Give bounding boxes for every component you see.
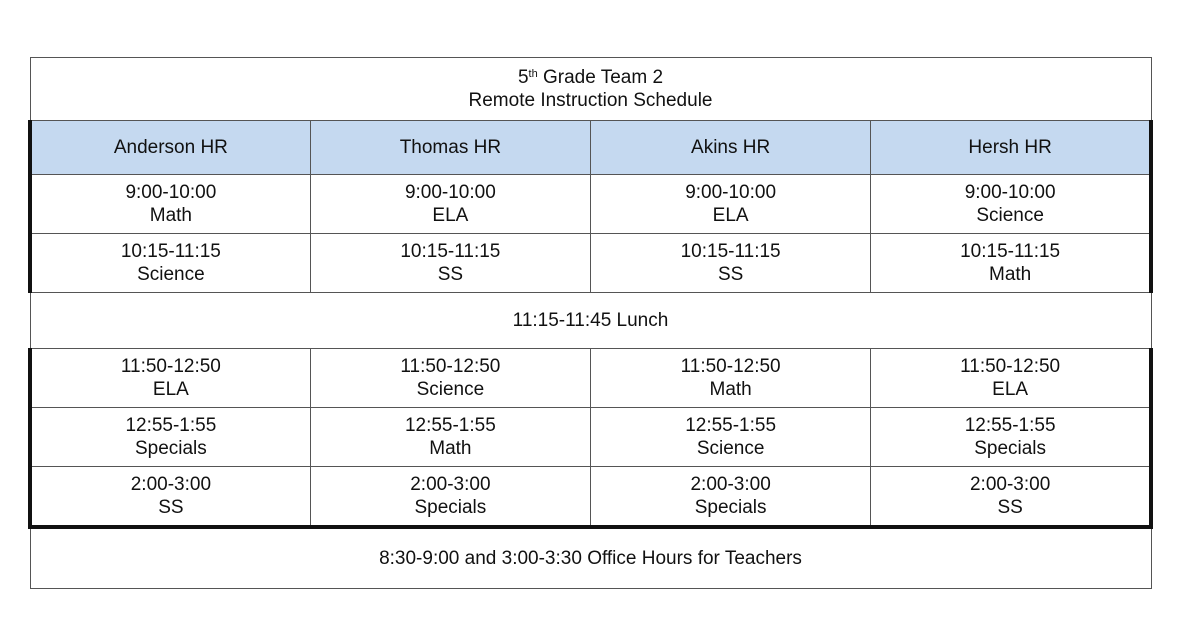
slot-subject: SS: [997, 497, 1023, 518]
column-header-hersh: Hersh HR: [871, 121, 1151, 175]
schedule-subtitle: Remote Instruction Schedule: [468, 90, 713, 111]
schedule-cell: [591, 408, 871, 467]
schedule-cell: [310, 467, 590, 528]
schedule-cell: [310, 408, 590, 467]
table-row: [30, 467, 1151, 528]
slot-time: 9:00-10:00: [125, 182, 217, 203]
slot-subject: Specials: [974, 438, 1047, 459]
slot-time: 11:50-12:50: [680, 356, 781, 377]
schedule-cell: [591, 467, 871, 528]
schedule-table: [28, 57, 1153, 589]
slot-time: 10:15-11:15: [680, 241, 781, 262]
slot-subject: Math: [989, 264, 1032, 285]
schedule-document: [28, 57, 1153, 597]
slot-time: 12:55-1:55: [685, 415, 777, 436]
schedule-cell: [30, 408, 310, 467]
header-row: [30, 121, 1151, 175]
slot-subject: SS: [437, 264, 464, 285]
table-row: [30, 408, 1151, 467]
lunch-row: [30, 293, 1151, 349]
slot-time: 2:00-3:00: [690, 474, 771, 495]
grade-suffix: th: [528, 68, 538, 80]
schedule-cell: [871, 234, 1151, 293]
schedule-cell: [310, 349, 590, 408]
schedule-cell: [591, 175, 871, 234]
slot-time: 2:00-3:00: [130, 474, 212, 495]
schedule-cell: [310, 175, 590, 234]
schedule-cell: [30, 234, 310, 293]
table-row: [30, 234, 1151, 293]
schedule-cell: [30, 349, 310, 408]
schedule-cell: [871, 467, 1151, 528]
slot-time: 2:00-3:00: [410, 474, 491, 495]
slot-time: 11:50-12:50: [960, 356, 1061, 377]
slot-subject: SS: [158, 497, 184, 518]
slot-subject: Specials: [414, 497, 487, 518]
slot-subject: Science: [137, 264, 205, 285]
title-cell: [30, 58, 1151, 121]
schedule-cell: [871, 408, 1151, 467]
slot-subject: Science: [696, 438, 765, 459]
footer-row: [30, 527, 1151, 589]
slot-time: 10:15-11:15: [120, 241, 221, 262]
column-header-thomas: Thomas HR: [310, 121, 590, 175]
slot-time: 9:00-10:00: [964, 182, 1056, 203]
slot-subject: ELA: [712, 205, 749, 226]
slot-time: 12:55-1:55: [964, 415, 1056, 436]
office-hours-note: 8:30-9:00 and 3:00-3:30 Office Hours for Teachers: [30, 527, 1151, 589]
slot-subject: Specials: [134, 438, 207, 459]
grade-team-label: Grade Team 2: [537, 67, 664, 88]
slot-time: 12:55-1:55: [125, 415, 217, 436]
column-header-anderson: Anderson HR: [30, 121, 310, 175]
slot-subject: Math: [149, 205, 192, 226]
slot-time: 10:15-11:15: [960, 241, 1061, 262]
schedule-cell: [871, 175, 1151, 234]
slot-time: 9:00-10:00: [404, 182, 496, 203]
slot-subject: ELA: [152, 379, 189, 400]
slot-time: 11:50-12:50: [400, 356, 501, 377]
column-header-akins: Akins HR: [591, 121, 871, 175]
slot-subject: Science: [416, 379, 485, 400]
schedule-cell: [310, 234, 590, 293]
slot-subject: Math: [429, 438, 472, 459]
table-row: [30, 175, 1151, 234]
title-row: [30, 58, 1151, 121]
schedule-cell: [591, 234, 871, 293]
slot-subject: Math: [709, 379, 752, 400]
slot-subject: SS: [717, 264, 744, 285]
table-row: [30, 349, 1151, 408]
slot-time: 9:00-10:00: [685, 182, 777, 203]
schedule-title: [31, 66, 1151, 89]
schedule-cell: [30, 467, 310, 528]
slot-subject: Specials: [694, 497, 767, 518]
lunch-cell: 11:15-11:45 Lunch: [30, 293, 1151, 349]
slot-time: 12:55-1:55: [404, 415, 496, 436]
schedule-cell: [30, 175, 310, 234]
schedule-cell: [591, 349, 871, 408]
slot-subject: ELA: [992, 379, 1029, 400]
schedule-cell: [871, 349, 1151, 408]
slot-time: 10:15-11:15: [400, 241, 501, 262]
slot-subject: Science: [976, 205, 1044, 226]
slot-subject: ELA: [432, 205, 469, 226]
slot-time: 2:00-3:00: [969, 474, 1051, 495]
grade-number: 5: [517, 67, 529, 88]
slot-time: 11:50-12:50: [120, 356, 221, 377]
